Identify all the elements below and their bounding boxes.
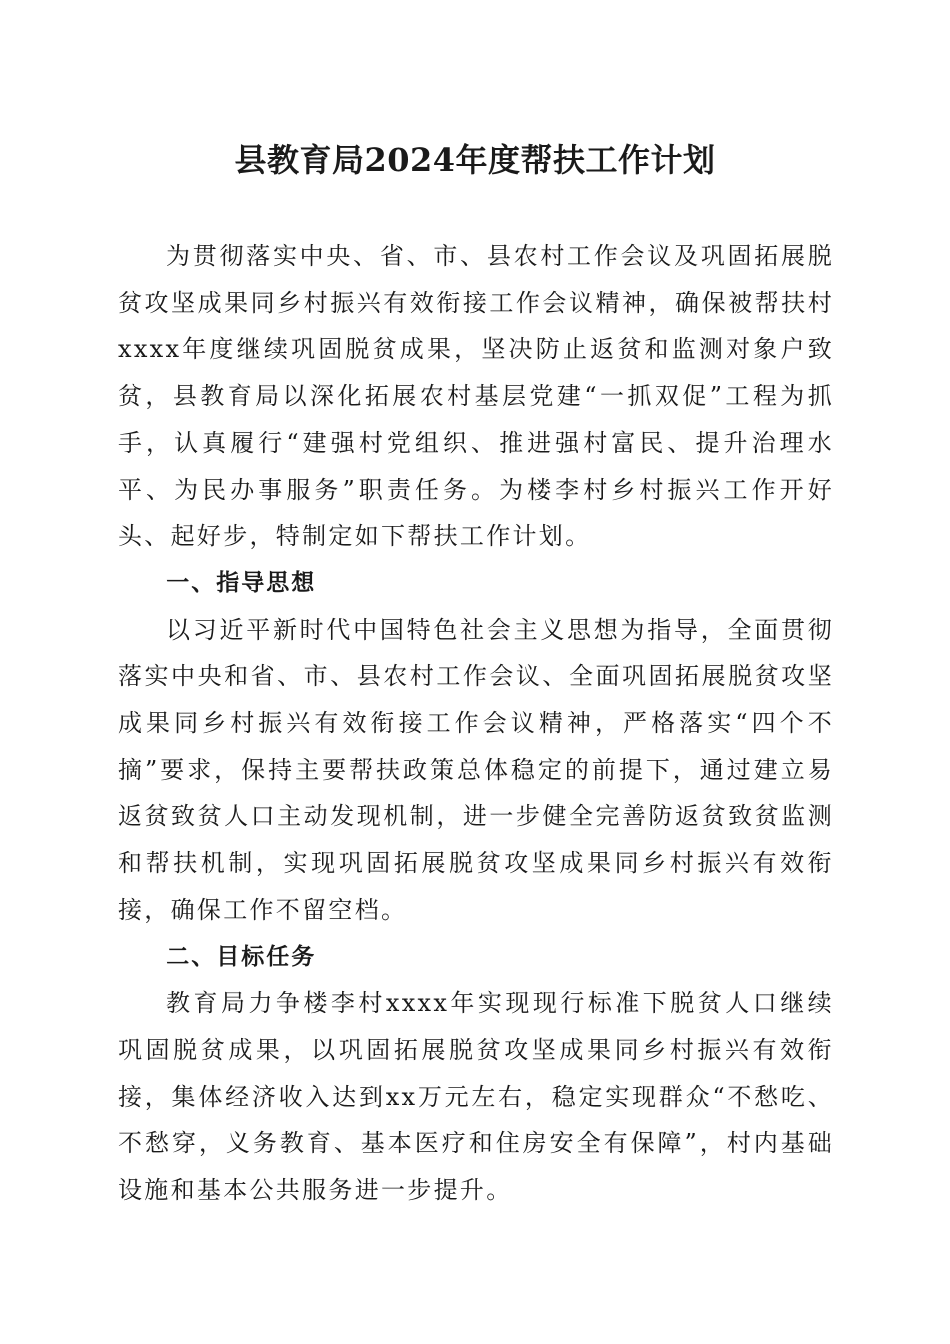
document-body bbox=[118, 233, 834, 1214]
section-paragraph-goals-tasks: 教育局力争楼李村xxxx年实现现行标准下脱贫人口继续巩固脱贫成果，以巩固拓展脱贫攻坚成果同乡村振兴有效衔接，集体经济收入达到xx万元左右，稳定实现群众“不愁吃、不愁穿，义务教育、基本医疗和住房安全有保障”，村内基础设施和基本公共服务进一步提升。 bbox=[118, 989, 834, 1205]
section-heading-guiding-ideology: 一、指导思想 bbox=[166, 569, 317, 596]
section-heading-goals-tasks: 二、目标任务 bbox=[166, 943, 317, 970]
intro-paragraph: 为贯彻落实中央、省、市、县农村工作会议及巩固拓展脱贫攻坚成果同乡村振兴有效衔接工作会议精神，确保被帮扶村xxxx年度继续巩固脱贫成果，坚决防止返贫和监测对象户致贫，县教育局以深化拓展农村基层党建“一抓双促”工程为抓手，认真履行“建强村党组织、推进强村富民、提升治理水平、为民办事服务”职责任务。为楼李村乡村振兴工作开好头、起好步，特制定如下帮扶工作计划。 bbox=[118, 242, 834, 551]
section-paragraph-guiding-ideology: 以习近平新时代中国特色社会主义思想为指导，全面贯彻落实中央和省、市、县农村工作会议、全面巩固拓展脱贫攻坚成果同乡村振兴有效衔接工作会议精神，严格落实“四个不摘”要求，保持主要帮扶政策总体稳定的前提下，通过建立易返贫致贫人口主动发现机制，进一步健全完善防返贫致贫监测和帮扶机制，实现巩固拓展脱贫攻坚成果同乡村振兴有效衔接，确保工作不留空档。 bbox=[118, 615, 834, 924]
document-title: 县教育局2024年度帮扶工作计划 bbox=[234, 141, 716, 179]
